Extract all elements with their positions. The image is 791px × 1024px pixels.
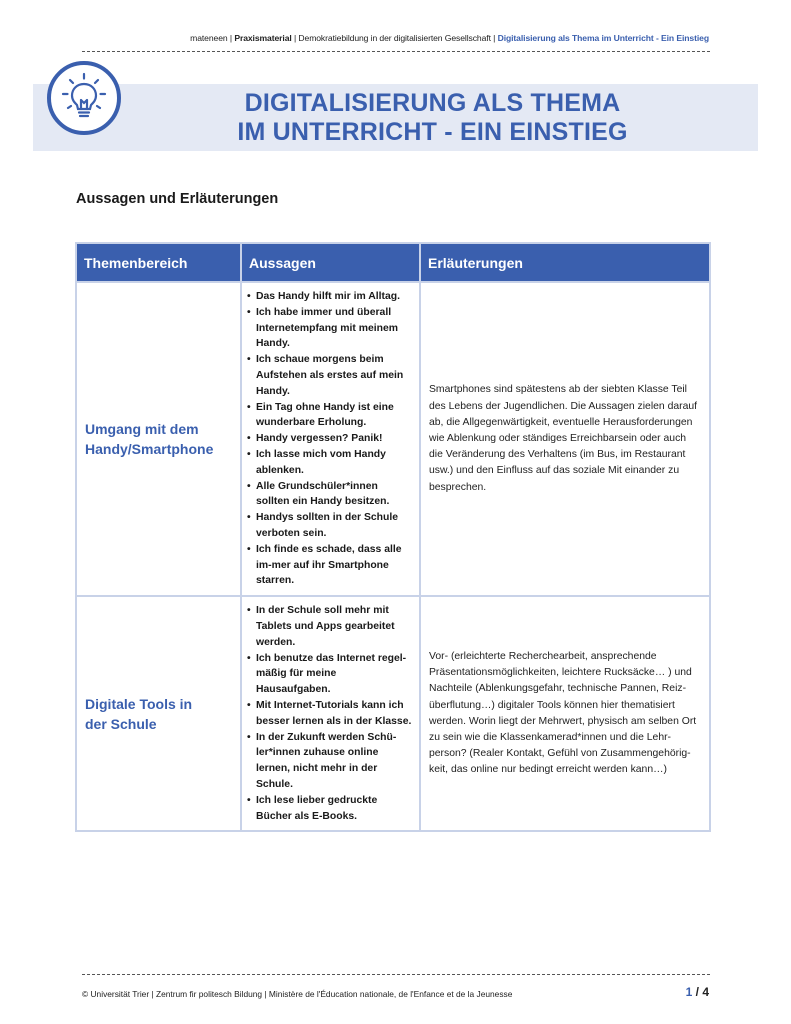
row-topic (76, 596, 241, 831)
statement-item: • Ich lasse mich vom Handy ablenken. (246, 447, 413, 479)
page-title (160, 89, 705, 147)
breadcrumb-current: Digitalisierung als Thema im Unterricht - Ein Einstieg (497, 33, 709, 43)
statement-item: • Ich schaue morgens beim Aufstehen als erstes auf mein Handy. (246, 352, 413, 399)
row-topic (76, 282, 241, 596)
statement-item: • Ein Tag ohne Handy ist eine wunderbare Erholung. (246, 400, 413, 432)
statement-item: • Das Handy hilft mir im Alltag. (246, 289, 413, 305)
column-header-erlaeuterungen: Erläuterungen (420, 243, 710, 282)
page-number (686, 985, 709, 999)
page-current: 1 (685, 985, 693, 999)
statement-item: • Handy vergessen? Panik! (246, 431, 413, 447)
column-header-aussagen: Aussagen (241, 243, 420, 282)
breadcrumb: mateneen | Praxismaterial | Demokratiebildung in der digitalisierten Gesellschaft | Digitalisierung als Thema im Unterricht - Ein Einstieg (190, 33, 709, 43)
title-line-2: IM UNTERRICHT - EIN EINSTIEG (237, 118, 628, 146)
section-subheading: Aussagen und Erläuterungen (76, 191, 279, 207)
statement-item: • Ich lese lieber gedruckte Bücher als E-Books. (246, 793, 413, 825)
statement-item: • Handys sollten in der Schule verboten sein. (246, 510, 413, 542)
statement-item: • Ich finde es schade, dass alle im-mer auf ihr Smartphone starren. (246, 542, 413, 589)
row-explanation: Smartphones sind spätestens ab der siebten Klasse Teil des Lebens der Jugendlichen. Die Aussagen zielen darauf ab, die Allgegenwärtigkeit, eventuelle Herausforderungen wie Ablenkung oder ständiges Erreichbarsein oder auch die Veränderung des Verhaltens (im Bus, im Restaurant usw.) und den Einfluss auf das soziale Mit einander zu besprechen. (420, 282, 710, 596)
statement-item: • Ich benutze das Internet regel-mäßig für meine Hausaufgaben. (246, 651, 413, 698)
statement-item: • In der Zukunft werden Schü-ler*innen zuhause online lernen, nicht mehr in der Schule. (246, 730, 413, 793)
row-explanation: Vor- (erleichterte Recherchearbeit, ansprechende Präsentationsmöglichkeiten, leichtere Rucksäcke… ) und Nachteile (Ablenkungsgefahr, technische Pannen, Reiz-überflutung…) digitaler Tools können hier thematisiert werden. Worin liegt der Mehrwert, physisch am selben Ort zu sein wie die Klassenkamerad*innen und die Lehr-person? (Realer Kontakt, Gefühl von Zusammengehörig-keit, das online nur bedingt erreicht werden kann…) (420, 596, 710, 831)
title-line-1: DIGITALISIERUNG ALS THEMA (244, 89, 621, 117)
page-separator: / (692, 985, 703, 999)
lightbulb-icon (47, 61, 121, 135)
statement-item: • In der Schule soll mehr mit Tablets und Apps gearbeitet werden. (246, 603, 413, 650)
statement-item: • Alle Grundschüler*innen sollten ein Handy besitzen. (246, 479, 413, 511)
table-row (76, 596, 710, 831)
header-divider (82, 51, 710, 52)
table-header-row (76, 243, 710, 282)
breadcrumb-section[interactable]: Praxismaterial (234, 33, 292, 43)
statement-item: • Ich habe immer und überall Internetempfang mit meinem Handy. (246, 305, 413, 352)
footer-credits: © Universität Trier | Zentrum fir politesch Bildung | Ministère de l'Éducation nationale, de l'Enfance et de la Jeunesse (82, 989, 513, 999)
row-statements (241, 282, 420, 596)
column-header-themenbereich: Themenbereich (76, 243, 241, 282)
statement-item: • Mit Internet-Tutorials kann ich besser lernen als in der Klasse. (246, 698, 413, 730)
row-topic-text: Digitale Tools in der Schule (85, 695, 193, 732)
row-topic-text: Umgang mit dem Handy/Smartphone (85, 421, 214, 458)
statements-table (75, 242, 711, 832)
table-row (76, 282, 710, 596)
breadcrumb-site[interactable]: mateneen (190, 33, 228, 43)
footer-divider (82, 974, 710, 975)
row-statements (241, 596, 420, 831)
page-total: 4 (702, 985, 709, 999)
breadcrumb-topic[interactable]: Demokratiebildung in der digitalisierten Gesellschaft (298, 33, 491, 43)
